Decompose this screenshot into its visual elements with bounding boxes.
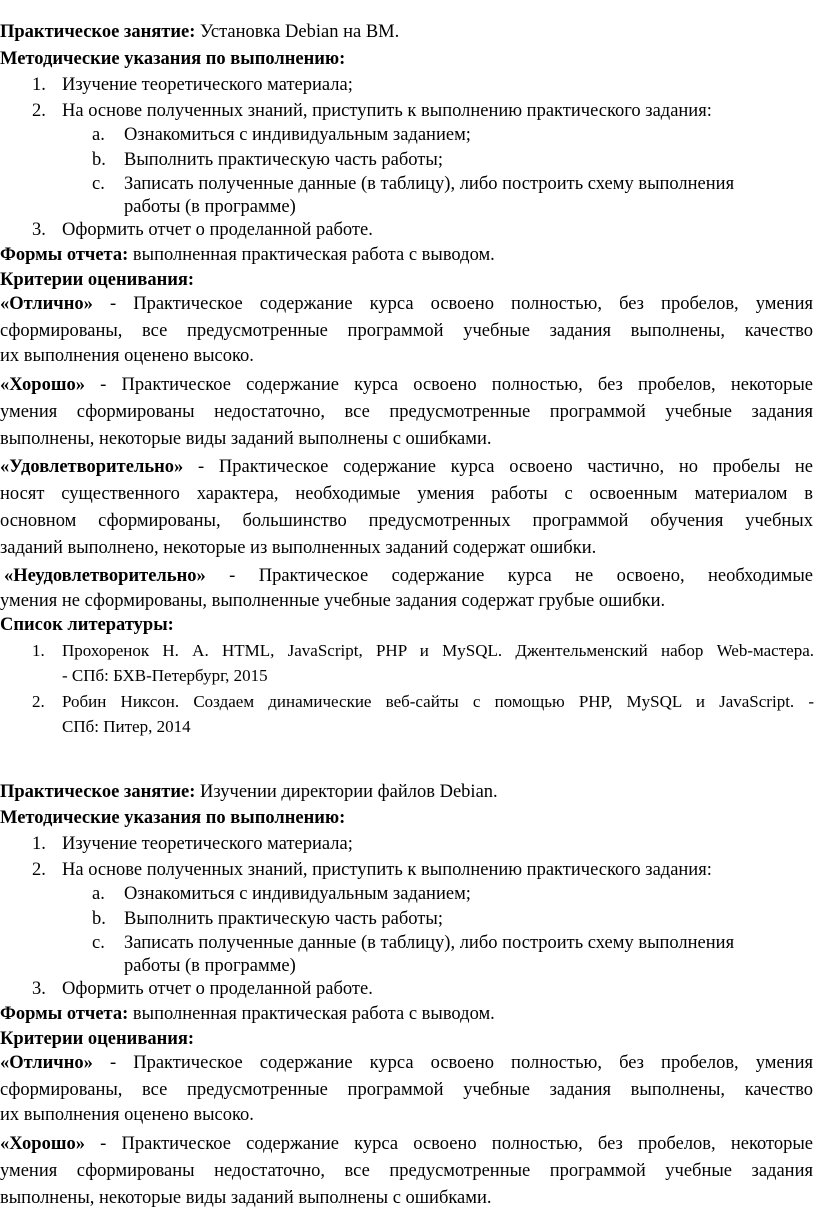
list-item: Изучение теоретического материала; [62, 75, 353, 95]
grade-label: «Хорошо» [0, 375, 85, 395]
grade-text: - Практическое содержание курса не освоено, необходимые [205, 566, 813, 586]
grade-excellent-line1 [0, 294, 813, 315]
grade-text: сформированы, все предусмотренные программой учебные задания выполнены, качество [0, 1080, 813, 1100]
topic-value: Изучении директории файлов Debian. [195, 782, 498, 802]
topic-value: Установка Debian на ВМ. [195, 22, 400, 42]
report-line [0, 1004, 495, 1025]
list-item: Изучение теоретического материала; [62, 834, 353, 854]
topic-line-2 [0, 782, 498, 803]
topic-label: Практическое занятие: [0, 22, 196, 42]
literature-num: 1. [32, 641, 45, 660]
grade-text: сформированы, все предусмотренные программой учебные задания выполнены, качество [0, 321, 813, 341]
topic-line-1 [0, 22, 399, 43]
grade-label: «Удовлетворительно» [0, 457, 184, 477]
grade-excellent-line1 [0, 1053, 813, 1074]
literature-heading: Список литературы: [0, 615, 174, 635]
literature-num: 2. [32, 692, 45, 711]
sublist-item: Выполнить практическую часть работы; [124, 150, 443, 170]
topic-label: Практическое занятие: [0, 782, 196, 802]
grade-text: их выполнения оценено высоко. [0, 1105, 254, 1125]
grade-text: основном сформированы, большинство предусмотренных программой обучения учебных [0, 511, 813, 531]
report-value: выполненная практическая работа с выводом. [128, 245, 495, 265]
list-item: На основе полученных знаний, приступить к выполнению практического задания: [62, 101, 712, 121]
grade-text: умения не сформированы, выполненные учебные задания содержат грубые ошибки. [0, 591, 666, 611]
sublist-item-cont: работы (в программе) [124, 197, 296, 217]
grade-satisfactory-line1 [0, 457, 813, 478]
grade-text: - Практическое содержание курса освоено полностью, без пробелов, умения [92, 294, 813, 314]
grade-text: заданий выполнено, некоторые из выполненных заданий содержат ошибки. [0, 538, 597, 558]
report-line [0, 245, 495, 266]
list-num: 3. [32, 220, 46, 240]
literature-item-cont: - СПб: БХВ-Петербург, 2015 [62, 666, 268, 685]
literature-item-cont: СПб: Питер, 2014 [62, 717, 191, 736]
sublist-item: Ознакомиться с индивидуальным заданием; [124, 884, 471, 904]
grade-text: умения сформированы недостаточно, все предусмотренные программой учебные задания [0, 1161, 813, 1181]
sublist-item: Выполнить практическую часть работы; [124, 909, 443, 929]
sublist-letter: b. [92, 909, 106, 929]
method-heading: Методические указания по выполнению: [0, 49, 346, 69]
list-num: 1. [32, 834, 46, 854]
report-label: Формы отчета: [0, 1004, 129, 1024]
sublist-letter: b. [92, 150, 106, 170]
sublist-item-cont: работы (в программе) [124, 956, 296, 976]
list-item: Оформить отчет о проделанной работе. [62, 220, 373, 240]
grade-text: - Практическое содержание курса освоено полностью, без пробелов, некоторые [84, 1134, 813, 1154]
grade-good-line1 [0, 1134, 813, 1155]
sublist-item: Записать полученные данные (в таблицу), либо построить схему выполнения [124, 174, 735, 194]
report-value: выполненная практическая работа с выводом. [128, 1004, 495, 1024]
grade-label: «Хорошо» [0, 1134, 85, 1154]
list-num: 1. [32, 75, 46, 95]
list-num: 2. [32, 101, 46, 121]
list-item: На основе полученных знаний, приступить к выполнению практического задания: [62, 860, 712, 880]
grade-text: - Практическое содержание курса освоено полностью, без пробелов, некоторые [84, 375, 813, 395]
grade-text: их выполнения оценено высоко. [0, 346, 254, 366]
sublist-item: Ознакомиться с индивидуальным заданием; [124, 125, 471, 145]
list-item: Оформить отчет о проделанной работе. [62, 979, 373, 999]
sublist-letter: a. [92, 125, 105, 145]
sublist-letter: c. [92, 174, 105, 194]
grade-label: «Отлично» [0, 1053, 93, 1073]
literature-item: Прохоренок Н. А. HTML, JavaScript, PHP и MySQL. Джентельменский набор Web-мастера. [62, 641, 814, 660]
grade-text: выполнены, некоторые виды заданий выполнены с ошибками. [0, 429, 492, 449]
criteria-heading: Критерии оценивания: [0, 270, 195, 290]
report-label: Формы отчета: [0, 245, 129, 265]
criteria-heading: Критерии оценивания: [0, 1029, 195, 1049]
literature-item: Робин Никсон. Создаем динамические веб-сайты с помощью PHP, MySQL и JavaScript. - [62, 692, 814, 711]
sublist-item: Записать полученные данные (в таблицу), либо построить схему выполнения [124, 933, 735, 953]
grade-label: «Неудовлетворительно» [4, 566, 206, 586]
grade-text: выполнены, некоторые виды заданий выполнены с ошибками. [0, 1188, 492, 1208]
grade-good-line1 [0, 375, 813, 396]
sublist-letter: c. [92, 933, 105, 953]
grade-text: носят существенного характера, необходимые умения работы с освоенным материалом в [0, 484, 813, 504]
grade-text: умения сформированы недостаточно, все предусмотренные программой учебные задания [0, 402, 813, 422]
list-num: 3. [32, 979, 46, 999]
grade-label: «Отлично» [0, 294, 93, 314]
grade-text: - Практическое содержание курса освоено полностью, без пробелов, умения [92, 1053, 813, 1073]
list-num: 2. [32, 860, 46, 880]
grade-unsatisfactory-line1 [4, 566, 813, 587]
method-heading: Методические указания по выполнению: [0, 808, 346, 828]
sublist-letter: a. [92, 884, 105, 904]
grade-text: - Практическое содержание курса освоено частично, но пробелы не [183, 457, 813, 477]
